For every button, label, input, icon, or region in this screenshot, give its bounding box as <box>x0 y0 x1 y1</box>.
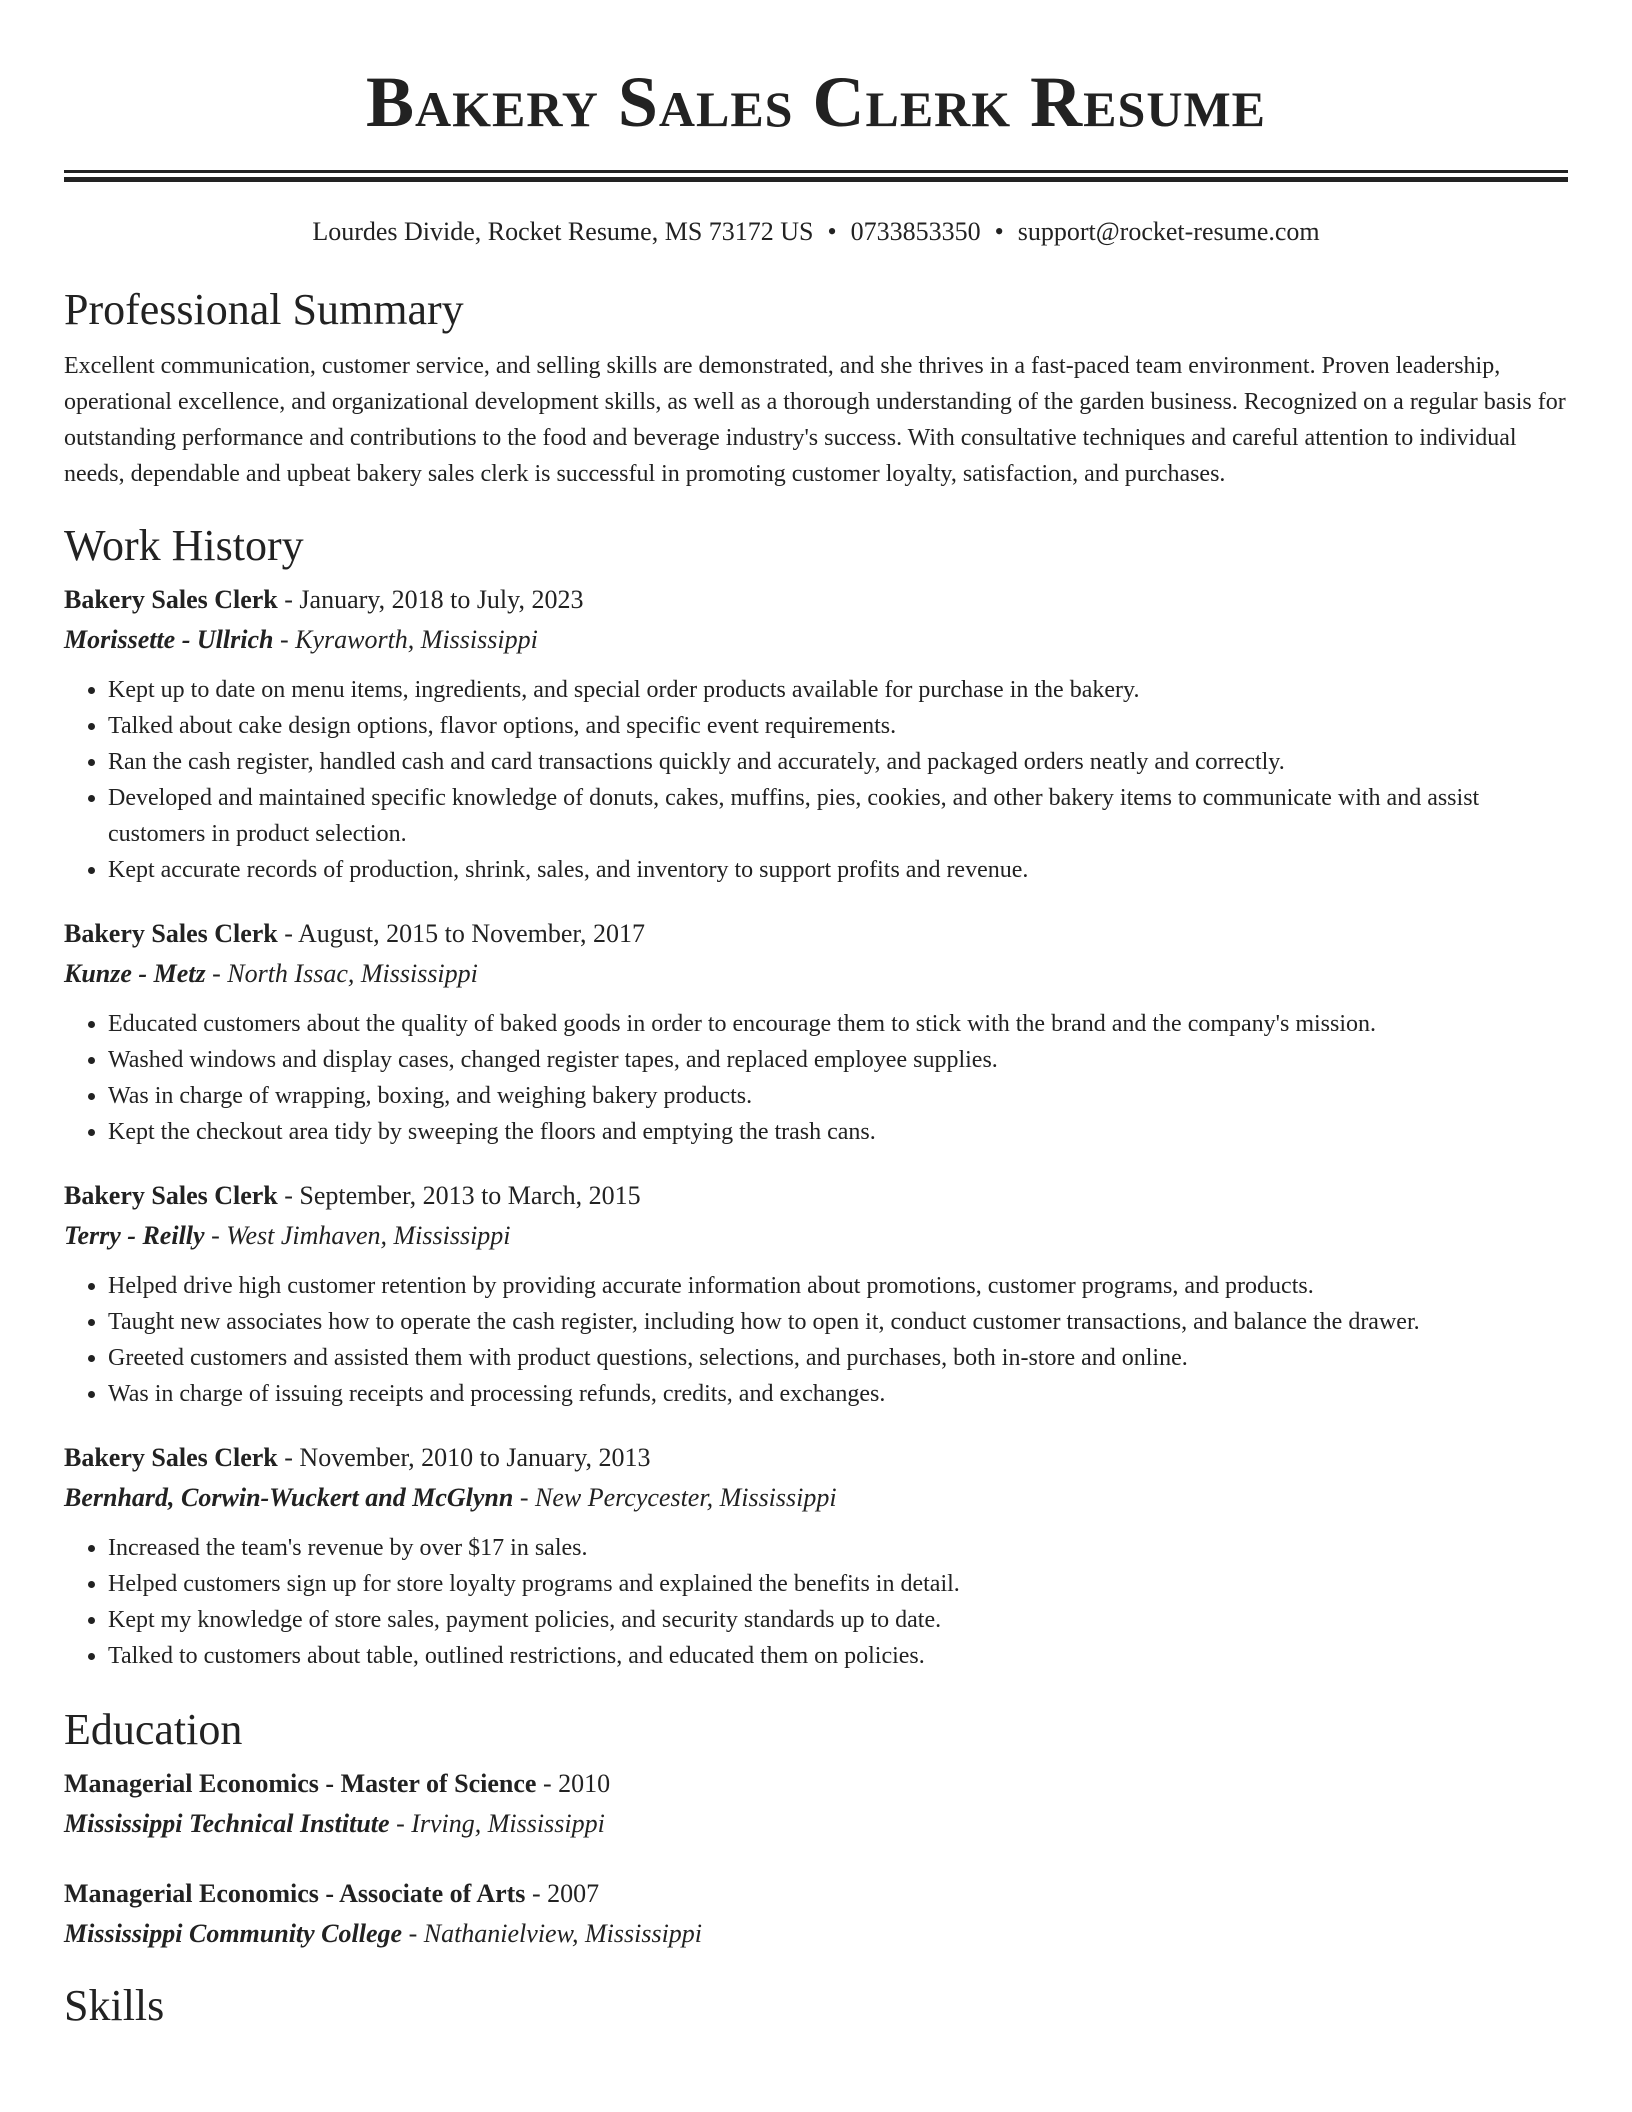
job-employer: Terry - Reilly <box>64 1221 205 1250</box>
job-location: - West Jimhaven, Mississippi <box>204 1221 511 1250</box>
job-title-line <box>64 1176 1568 1216</box>
degree-line <box>64 1764 1568 1804</box>
job-duty: • Educated customers about the quality of baked goods in order to encourage them to stick with the brand and the company's mission. <box>108 1006 1568 1042</box>
job-duty: • Helped customers sign up for store loyalty programs and explained the benefits in detail. <box>108 1566 1568 1602</box>
contact-email: support@rocket-resume.com <box>1017 217 1320 246</box>
job-duties-list <box>64 1268 1568 1412</box>
contact-separator: • <box>827 217 837 246</box>
job-duty: • Was in charge of issuing receipts and processing refunds, credits, and exchanges. <box>108 1376 1568 1412</box>
job-title: Bakery Sales Clerk <box>64 585 278 614</box>
job-title-line <box>64 914 1568 954</box>
summary-text: Excellent communication, customer service, and selling skills are demonstrated, and she thrives in a fast-paced team environment. Proven leadership, operational excellence, and organizational development skills, as well as a thorough understanding of the garden business. Recognized on a regular basis for outstanding performance and contributions to the food and beverage industry's success. With consultative techniques and careful attention to individual needs, dependable and upbeat bakery sales clerk is successful in promoting customer loyalty, satisfaction, and purchases. <box>64 353 1566 487</box>
school-location: - Irving, Mississippi <box>389 1809 605 1838</box>
degree: Managerial Economics - Master of Science <box>64 1769 537 1798</box>
job-duties-list <box>64 672 1568 888</box>
education-entry <box>64 1764 1568 1844</box>
job-employer-line <box>64 954 1568 994</box>
job-title: Bakery Sales Clerk <box>64 919 278 948</box>
job-title: Bakery Sales Clerk <box>64 1443 278 1472</box>
summary-heading: Professional Summary <box>64 285 464 334</box>
job-title-line <box>64 580 1568 620</box>
job-employer-line <box>64 1478 1568 1518</box>
job-duty: • Greeted customers and assisted them with product questions, selections, and purchases, both in-store and online. <box>108 1340 1568 1376</box>
job-duties-list <box>64 1530 1568 1674</box>
job-duties-list <box>64 1006 1568 1150</box>
job-duty: • Kept up to date on menu items, ingredients, and special order products available for purchase in the bakery. <box>108 672 1568 708</box>
job-duty: • Kept the checkout area tidy by sweeping the floors and emptying the trash cans. <box>108 1114 1568 1150</box>
job-employer: Kunze - Metz <box>64 959 206 988</box>
job-location: - New Percycester, Mississippi <box>513 1483 837 1512</box>
job-employer: Bernhard, Corwin-Wuckert and McGlynn <box>64 1483 514 1512</box>
job-duty: • Was in charge of wrapping, boxing, and weighing bakery products. <box>108 1078 1568 1114</box>
skills-heading: Skills <box>64 1981 165 2030</box>
contact-phone: 0733853350 <box>850 217 981 246</box>
job-dates: - November, 2010 to January, 2013 <box>277 1443 651 1472</box>
job-title-line <box>64 1438 1568 1478</box>
degree: Managerial Economics - Associate of Arts <box>64 1879 526 1908</box>
job-dates: - January, 2018 to July, 2023 <box>277 585 584 614</box>
job-entry <box>64 914 1568 1150</box>
title-divider <box>64 170 1568 182</box>
job-employer: Morissette - Ullrich <box>64 625 274 654</box>
contact-line <box>64 216 1568 248</box>
school-line <box>64 1914 1568 1954</box>
job-duty: • Washed windows and display cases, changed register tapes, and replaced employee supplies. <box>108 1042 1568 1078</box>
work-history-heading: Work History <box>64 521 304 570</box>
school: Mississippi Technical Institute <box>64 1809 390 1838</box>
degree-year: - 2007 <box>525 1879 600 1908</box>
job-title: Bakery Sales Clerk <box>64 1181 278 1210</box>
contact-separator: • <box>994 217 1004 246</box>
job-duty: • Talked to customers about table, outlined restrictions, and educated them on policies. <box>108 1638 1568 1674</box>
job-employer-line <box>64 1216 1568 1256</box>
job-employer-line <box>64 620 1568 660</box>
degree-line <box>64 1874 1568 1914</box>
job-duty: • Taught new associates how to operate the cash register, including how to open it, conduct customer transactions, and balance the drawer. <box>108 1304 1568 1340</box>
job-dates: - August, 2015 to November, 2017 <box>277 919 646 948</box>
school-location: - Nathanielview, Mississippi <box>402 1919 703 1948</box>
school: Mississippi Community College <box>64 1919 403 1948</box>
job-duty: • Kept my knowledge of store sales, payment policies, and security standards up to date. <box>108 1602 1568 1638</box>
job-location: - North Issac, Mississippi <box>205 959 478 988</box>
job-entry <box>64 1438 1568 1674</box>
contact-address: Lourdes Divide, Rocket Resume, MS 73172 US <box>312 217 814 246</box>
job-location: - Kyraworth, Mississippi <box>273 625 538 654</box>
education-entry <box>64 1874 1568 1954</box>
job-dates: - September, 2013 to March, 2015 <box>277 1181 641 1210</box>
job-duty: • Kept accurate records of production, shrink, sales, and inventory to support profits and revenue. <box>108 852 1568 888</box>
resume-title: Bakery Sales Clerk Resume <box>366 62 1266 142</box>
education-heading: Education <box>64 1705 243 1754</box>
job-duty: • Ran the cash register, handled cash and card transactions quickly and accurately, and packaged orders neatly and correctly. <box>108 744 1568 780</box>
job-duty: • Increased the team's revenue by over $17 in sales. <box>108 1530 1568 1566</box>
job-entry <box>64 1176 1568 1412</box>
job-duty: • Helped drive high customer retention by providing accurate information about promotions, customer programs, and products. <box>108 1268 1568 1304</box>
degree-year: - 2010 <box>536 1769 611 1798</box>
job-duty: • Talked about cake design options, flavor options, and specific event requirements. <box>108 708 1568 744</box>
job-entry <box>64 580 1568 888</box>
job-duty: • Developed and maintained specific knowledge of donuts, cakes, muffins, pies, cookies, and other bakery items to communicate with and assist customers in product selection. <box>108 780 1568 852</box>
school-line <box>64 1804 1568 1844</box>
